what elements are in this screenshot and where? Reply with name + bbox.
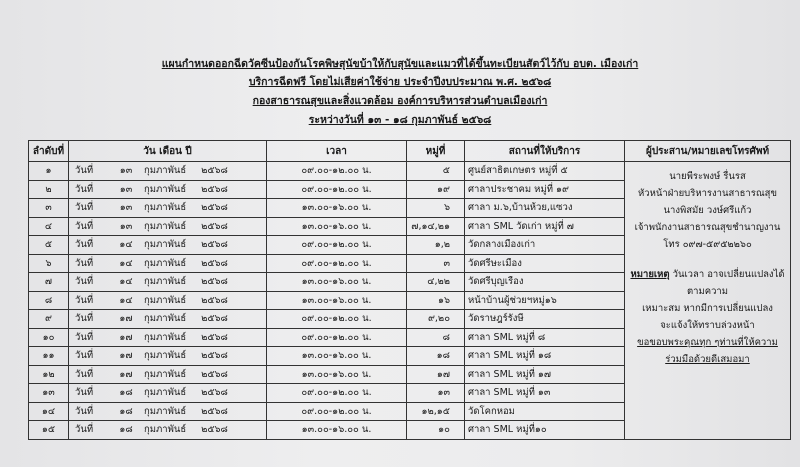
row-number: ๑๕ [29,421,69,440]
row-number: ๑๒ [29,365,69,384]
date-month: กุมภาพันธ์ [144,239,187,251]
row-number: ๓ [29,199,69,218]
date-day: ๑๓ [119,202,133,214]
row-place: ศาลา SML หมู่ที่๑๐ [465,421,625,440]
thanks-text: ขอขอบพระคุณทุก ๆท่านที่ให้ความร่วมมือด้วยดีเสมอมา [637,337,778,365]
row-place: วัดกลางเมืองเก่า [465,236,625,255]
row-village: ๕ [407,162,465,181]
row-date [69,402,267,421]
row-time: ๑๓.๐๐-๑๖.๐๐ น. [267,421,407,440]
date-year: ๒๕๖๘ [201,257,228,269]
date-day: ๑๔ [119,294,133,306]
row-village: ๑๗ [407,365,465,384]
row-time: ๐๙.๐๐-๑๒.๐๐ น. [267,180,407,199]
row-village: ๑๘ [407,347,465,366]
row-time: ๐๙.๐๐-๑๒.๐๐ น. [267,402,407,421]
date-day: ๑๓ [119,165,133,177]
table-header-row [29,141,791,162]
header-date: วัน เดือน ปี [69,141,267,162]
row-place: ศาลา SML หมู่ที่ ๑๓ [465,384,625,403]
date-day-label: วันที่ [75,276,94,288]
row-village: ๘ [407,328,465,347]
date-day-label: วันที่ [75,165,94,177]
row-village: ๖ [407,199,465,218]
row-time: ๐๙.๐๐-๑๒.๐๐ น. [267,162,407,181]
row-place: วัดศรีษะเมือง [465,254,625,273]
row-village: ๑๐ [407,421,465,440]
date-month: กุมภาพันธ์ [144,368,187,380]
row-date [69,347,267,366]
row-time: ๑๓.๐๐-๑๖.๐๐ น. [267,217,407,236]
date-month: กุมภาพันธ์ [144,276,187,288]
row-number: ๙ [29,310,69,329]
date-day-label: วันที่ [75,331,94,343]
row-time: ๐๙.๐๐-๑๒.๐๐ น. [267,384,407,403]
date-month: กุมภาพันธ์ [144,405,187,417]
date-day-label: วันที่ [75,183,94,195]
contact-line: นายพีระพงษ์ รื่นรส [669,171,746,182]
date-day-label: วันที่ [75,239,94,251]
row-number: ๑๓ [29,384,69,403]
row-place: หน้าบ้านผู้ช่วยฯหมู่๑๖ [465,291,625,310]
date-day: ๑๓ [119,220,133,232]
date-day: ๑๗ [119,350,133,362]
date-year: ๒๕๖๘ [201,202,228,214]
contact-line: โทร ๐๙๗-๕๙๕๒๒๖๐ [663,239,752,250]
contact-cell [625,162,791,440]
date-month: กุมภาพันธ์ [144,202,187,214]
row-place: ศูนย์สาธิตเกษตร หมู่ที่ ๕ [465,162,625,181]
date-month: กุมภาพันธ์ [144,331,187,343]
row-place: ศาลาประชาคม หมู่ที่ ๑๙ [465,180,625,199]
date-day: ๑๗ [119,313,133,325]
date-month: กุมภาพันธ์ [144,183,187,195]
row-village: ๑๖ [407,291,465,310]
date-year: ๒๕๖๘ [201,294,228,306]
date-year: ๒๕๖๘ [201,276,228,288]
date-day-label: วันที่ [75,350,94,362]
date-month: กุมภาพันธ์ [144,165,187,177]
date-day: ๑๗ [119,368,133,380]
row-date [69,254,267,273]
header-contact: ผู้ประสาน/หมายเลขโทรศัพท์ [625,141,791,162]
title-line-4: ระหว่างวันที่ ๑๓ - ๑๘ กุมภาพันธ์ ๒๕๖๘ [308,114,492,126]
date-day-label: วันที่ [75,220,94,232]
date-day: ๑๓ [119,183,133,195]
date-month: กุมภาพันธ์ [144,387,187,399]
date-year: ๒๕๖๘ [201,405,228,417]
row-date [69,273,267,292]
row-number: ๗ [29,273,69,292]
row-place: ศาลา SML หมู่ที่ ๘ [465,328,625,347]
row-place: วัดโคกหอม [465,402,625,421]
row-date [69,236,267,255]
header-village: หมู่ที่ [407,141,465,162]
row-date [69,199,267,218]
title-line-3: กองสาธารณสุขและสิ่งแวดล้อม องค์การบริหารส่วนตำบลเมืองเก่า [252,95,548,107]
row-time: ๑๓.๐๐-๑๖.๐๐ น. [267,199,407,218]
date-day: ๑๔ [119,276,133,288]
date-day: ๑๔ [119,257,133,269]
date-day-label: วันที่ [75,368,94,380]
note-line: จะแจ้งให้ทราบล่วงหน้า [660,320,755,331]
date-year: ๒๕๖๘ [201,183,228,195]
row-number: ๕ [29,236,69,255]
date-day-label: วันที่ [75,202,94,214]
date-year: ๒๕๖๘ [201,220,228,232]
date-day: ๑๗ [119,331,133,343]
title-line-2: บริการฉีดฟรี โดยไม่เสียค่าใช้จ่าย ประจำปีงบประมาณ พ.ศ. ๒๕๖๘ [248,76,552,88]
row-number: ๔ [29,217,69,236]
row-date [69,328,267,347]
row-time: ๐๙.๐๐-๑๒.๐๐ น. [267,254,407,273]
row-date [69,384,267,403]
row-time: ๐๙.๐๐-๑๒.๐๐ น. [267,236,407,255]
contact-line: หัวหน้าฝ่ายบริหารงานสาธารณสุข [638,188,777,199]
date-year: ๒๕๖๘ [201,387,228,399]
date-year: ๒๕๖๘ [201,368,228,380]
date-day-label: วันที่ [75,424,94,436]
date-day: ๑๘ [119,387,133,399]
date-day-label: วันที่ [75,313,94,325]
date-day: ๑๘ [119,405,133,417]
header-no: ลำดับที่ [29,141,69,162]
header-place: สถานที่ให้บริการ [465,141,625,162]
row-number: ๖ [29,254,69,273]
row-place: ศาลา ม.๖,บ้านห้วย,แซวง [465,199,625,218]
row-date [69,365,267,384]
row-place: วัดศรีบุญเรือง [465,273,625,292]
row-time: ๐๙.๐๐-๑๒.๐๐ น. [267,328,407,347]
date-day-label: วันที่ [75,405,94,417]
date-year: ๒๕๖๘ [201,331,228,343]
contact-line: เจ้าพนักงานสาธารณสุขชำนาญงาน [634,222,781,233]
date-year: ๒๕๖๘ [201,239,228,251]
note-line: เหมาะสม หากมีการเปลี่ยนแปลง [642,303,773,314]
row-village: ๑๙ [407,180,465,199]
date-month: กุมภาพันธ์ [144,220,187,232]
table-row [29,162,791,181]
title-line-1: แผนกำหนดออกฉีดวัคซีนป้องกันโรคพิษสุนัขบ้าให้กับสุนัขและแมวที่ได้ขึ้นทะเบียนสัตว์ไว้กับ อบต. เมืองเก่า [161,58,639,70]
row-date [69,180,267,199]
row-number: ๑๔ [29,402,69,421]
row-time: ๑๓.๐๐-๑๖.๐๐ น. [267,347,407,366]
row-place: วัดราษฎร์รังษี [465,310,625,329]
schedule-table [28,140,791,440]
date-month: กุมภาพันธ์ [144,350,187,362]
row-time: ๑๓.๐๐-๑๖.๐๐ น. [267,273,407,292]
row-number: ๑๐ [29,328,69,347]
header-time: เวลา [267,141,407,162]
date-day-label: วันที่ [75,387,94,399]
row-number: ๑๑ [29,347,69,366]
row-number: ๘ [29,291,69,310]
row-date [69,217,267,236]
note-line: วันเวลา อาจเปลี่ยนแปลงได้ตามความ [672,269,785,297]
row-village: ๑๓ [407,384,465,403]
row-number: ๒ [29,180,69,199]
row-number: ๑ [29,162,69,181]
date-month: กุมภาพันธ์ [144,313,187,325]
date-month: กุมภาพันธ์ [144,424,187,436]
date-month: กุมภาพันธ์ [144,294,187,306]
contact-line: นางพิสมัย วงษ์ศรีแก้ว [663,205,752,216]
row-date [69,162,267,181]
row-date [69,310,267,329]
date-day: ๑๘ [119,424,133,436]
row-time: ๑๓.๐๐-๑๖.๐๐ น. [267,291,407,310]
date-year: ๒๕๖๘ [201,313,228,325]
row-village: ๑๒,๑๕ [407,402,465,421]
row-time: ๐๙.๐๐-๑๒.๐๐ น. [267,310,407,329]
row-village: ๑,๒ [407,236,465,255]
row-village: ๔,๒๒ [407,273,465,292]
row-time: ๑๓.๐๐-๑๖.๐๐ น. [267,365,407,384]
date-month: กุมภาพันธ์ [144,257,187,269]
date-day-label: วันที่ [75,257,94,269]
date-year: ๒๕๖๘ [201,165,228,177]
row-village: ๙,๒๐ [407,310,465,329]
date-day-label: วันที่ [75,294,94,306]
row-place: ศาลา SML หมู่ที่ ๑๘ [465,347,625,366]
note-label: หมายเหตุ [630,269,670,280]
row-village: ๓ [407,254,465,273]
row-place: ศาลา SML วัดเก่า หมู่ที่ ๗ [465,217,625,236]
date-year: ๒๕๖๘ [201,350,228,362]
date-year: ๒๕๖๘ [201,424,228,436]
row-place: ศาลา SML หมู่ที่ ๑๗ [465,365,625,384]
row-date [69,291,267,310]
row-village: ๗,๑๔,๒๑ [407,217,465,236]
date-day: ๑๔ [119,239,133,251]
row-date [69,421,267,440]
